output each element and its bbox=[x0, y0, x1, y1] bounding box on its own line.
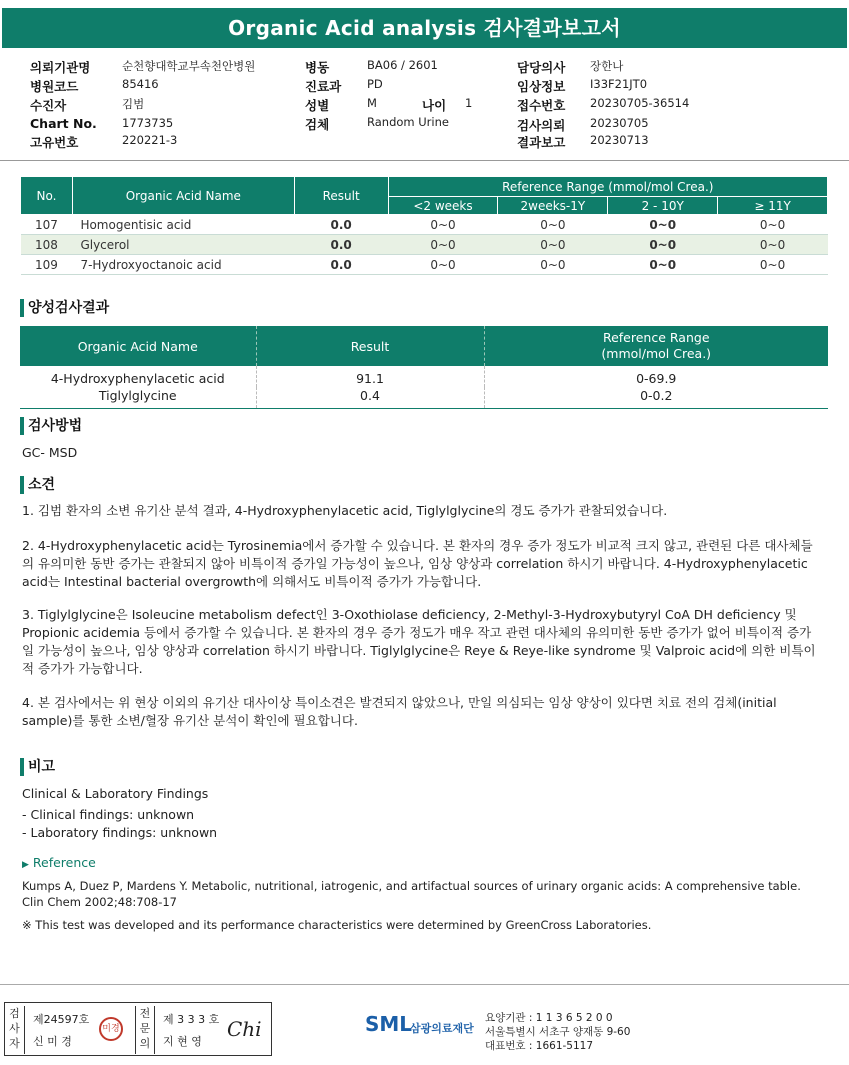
info-label: 진료과 bbox=[305, 79, 342, 94]
remarks-title: 비고 bbox=[20, 758, 55, 776]
col-range bbox=[484, 326, 828, 366]
col-range-line1: Reference Range bbox=[602, 330, 710, 345]
info-label: 임상정보 bbox=[517, 79, 566, 94]
cell-range: 0~0 bbox=[718, 215, 828, 235]
cell-range: 0~0 bbox=[388, 215, 498, 235]
info-value: 1 bbox=[465, 96, 473, 110]
info-value: BA06 / 2601 bbox=[367, 58, 438, 72]
examiner-label: 검 사 자 bbox=[5, 1006, 25, 1054]
info-value: PD bbox=[367, 77, 383, 91]
specialist-label: 전 문 의 bbox=[135, 1006, 155, 1054]
cell-no: 109 bbox=[21, 255, 73, 275]
cell-range: 0-0.2 bbox=[484, 387, 828, 409]
header-divider bbox=[0, 160, 849, 161]
remarks-line2: - Clinical findings: unknown bbox=[22, 807, 195, 822]
reference-label: Reference bbox=[32, 855, 96, 870]
examiner-license: 제24597호 bbox=[33, 1013, 90, 1026]
col-result: Result bbox=[256, 326, 484, 366]
org-phone: 대표번호 : 1661-5117 bbox=[485, 1040, 594, 1052]
method-value: GC- MSD bbox=[22, 445, 78, 460]
table-row bbox=[21, 235, 828, 255]
specialist-license: 제 3 3 3 호 bbox=[163, 1013, 220, 1026]
cell-result: 0.0 bbox=[294, 235, 388, 255]
info-value: 20230705 bbox=[590, 116, 649, 130]
examiner-name: 신 미 경 bbox=[33, 1035, 72, 1048]
cell-range: 0~0 bbox=[498, 255, 608, 275]
info-label: 의뢰기관명 bbox=[30, 60, 91, 75]
col-result: Result bbox=[294, 177, 388, 215]
col-range: Reference Range (mmol/mol Crea.) bbox=[388, 177, 827, 197]
info-label: 나이 bbox=[422, 98, 447, 113]
remarks-line1: Clinical & Laboratory Findings bbox=[22, 786, 209, 801]
info-value: I33F21JT0 bbox=[590, 77, 648, 91]
col-range-sub: 2 - 10Y bbox=[608, 197, 718, 215]
positive-results-table bbox=[20, 326, 828, 409]
org-name: 삼광의료재단 bbox=[410, 1022, 474, 1035]
sml-logo: SML bbox=[365, 1012, 413, 1036]
table-row bbox=[20, 366, 828, 387]
info-label: 병동 bbox=[305, 60, 330, 75]
cell-range: 0~0 bbox=[718, 255, 828, 275]
col-range-sub: 2weeks-1Y bbox=[498, 197, 608, 215]
cell-range: 0-69.9 bbox=[484, 366, 828, 387]
org-address: 서울특별시 서초구 양재동 9-60 bbox=[485, 1026, 631, 1038]
cell-range: 0~0 bbox=[498, 215, 608, 235]
opinion-p4: 4. 본 검사에서는 위 현상 이외의 유기산 대사이상 특이소견은 발견되지 않았으나, 만일 의심되는 임상 양상이 있다면 치료 전의 검체(initial sample)를 통한 소변/혈장 유기산 분석이 확인에 필요합니다. bbox=[22, 695, 777, 728]
col-name: Organic Acid Name bbox=[20, 326, 256, 366]
info-label: 담당의사 bbox=[517, 60, 566, 75]
specialist-name: 지 현 영 bbox=[163, 1035, 202, 1048]
signature-box bbox=[4, 1002, 272, 1056]
opinion-p2: 2. 4-Hydroxyphenylacetic acid는 Tyrosinemia에서 증가할 수 있습니다. 본 환자의 경우 증가 정도가 비교적 크지 않고, 관련된 다른 대사체들의 유의미한 동반 증가는 관찰되지 않아 비특이적 증가일 가능성이 높으나, 임상 양상과 correlation 하시기 바랍니다. 4-Hydroxyphenylacetic acid는 Intestinal bacterial overgrowth에 의해서도 비특이적 증가가 가능합니다. bbox=[22, 538, 813, 589]
cell-range: 0~0 bbox=[718, 235, 828, 255]
table-row bbox=[20, 387, 828, 409]
reference-text: Kumps A, Duez P, Mardens Y. Metabolic, nutritional, iatrogenic, and artifactual sources of urinary organic acids: A comprehensive table. Clin Chem 2002;48:708-17 bbox=[22, 879, 801, 909]
cell-range: 0~0 bbox=[388, 235, 498, 255]
cell-name: Tiglylglycine bbox=[20, 387, 256, 409]
signature: Chi bbox=[227, 1017, 262, 1041]
cell-range: 0~0 bbox=[498, 235, 608, 255]
seal-stamp: 미경 bbox=[99, 1017, 123, 1041]
cell-range: 0~0 bbox=[608, 215, 718, 235]
remarks-line3: - Laboratory findings: unknown bbox=[22, 825, 218, 840]
info-label: 접수번호 bbox=[517, 98, 566, 113]
info-label: 검사의뢰 bbox=[517, 118, 566, 133]
info-value: M bbox=[367, 96, 377, 110]
info-value: 장한나 bbox=[590, 59, 624, 73]
info-value: 20230705-36514 bbox=[590, 96, 690, 110]
cell-result: 0.4 bbox=[256, 387, 484, 409]
positive-results-title: 양성검사결과 bbox=[20, 299, 109, 317]
table-row bbox=[21, 215, 828, 235]
opinion-p1: 1. 김범 환자의 소변 유기산 분석 결과, 4-Hydroxyphenylacetic acid, Tiglylglycine의 경도 증가가 관찰되었습니다. bbox=[22, 503, 668, 518]
cell-range: 0~0 bbox=[608, 235, 718, 255]
cell-name: Homogentisic acid bbox=[72, 215, 294, 235]
cell-name: 7-Hydroxyoctanoic acid bbox=[72, 255, 294, 275]
info-value: 순천향대학교부속천안병원 bbox=[122, 59, 256, 73]
method-title: 검사방법 bbox=[20, 417, 82, 435]
col-no: No. bbox=[21, 177, 73, 215]
cell-range: 0~0 bbox=[608, 255, 718, 275]
col-range-line2: (mmol/mol Crea.) bbox=[601, 346, 712, 361]
col-range-sub: <2 weeks bbox=[388, 197, 498, 215]
triangle-icon: ▶ bbox=[22, 860, 29, 870]
info-label: 검체 bbox=[305, 117, 330, 132]
cell-no: 107 bbox=[21, 215, 73, 235]
footer-divider bbox=[0, 984, 849, 985]
info-label: 결과보고 bbox=[517, 135, 566, 150]
col-name: Organic Acid Name bbox=[72, 177, 294, 215]
reference-heading bbox=[22, 854, 822, 874]
cell-result: 0.0 bbox=[294, 255, 388, 275]
report-title: Organic Acid analysis 검사결과보고서 bbox=[2, 8, 847, 48]
reference-note: ※ This test was developed and its performance characteristics were determined by GreenCross Laboratories. bbox=[22, 918, 652, 932]
info-value: 220221-3 bbox=[122, 133, 178, 147]
cell-result: 91.1 bbox=[256, 366, 484, 387]
info-value: 1773735 bbox=[122, 116, 174, 130]
info-value: 85416 bbox=[122, 77, 159, 91]
info-label: 수진자 bbox=[30, 98, 67, 113]
opinion-p3: 3. Tiglylglycine은 Isoleucine metabolism defect인 3-Oxothiolase deficiency, 2-Methyl-3-Hydroxybutyryl CoA DH deficiency 및 Propionic acidemia 등에서 증가할 수 있습니다. 본 환자의 경우 증가 정도가 매우 작고 관련 대사체의 유의미한 동반 증가가 없어 비특이적 증가일 가능성이 높으나, 임상 양상과 correlation 하시기 바랍니다. Tiglylglycine은 Reye & Reye-like syndrome 및 Valproic acid에 의한 비특이적 증가가 가능합니다. bbox=[22, 607, 816, 676]
opinion-title: 소견 bbox=[20, 476, 55, 494]
reference-range-table bbox=[20, 176, 828, 275]
cell-name: Glycerol bbox=[72, 235, 294, 255]
cell-result: 0.0 bbox=[294, 215, 388, 235]
info-label: 고유번호 bbox=[30, 135, 79, 150]
info-label: 병원코드 bbox=[30, 79, 79, 94]
cell-name: 4-Hydroxyphenylacetic acid bbox=[50, 371, 225, 386]
info-value: 김범 bbox=[122, 97, 145, 111]
info-label: 성별 bbox=[305, 98, 330, 113]
footer bbox=[0, 990, 849, 1060]
patient-info bbox=[0, 54, 849, 154]
info-label: Chart No. bbox=[30, 116, 97, 131]
cell-range: 0~0 bbox=[388, 255, 498, 275]
info-value: 20230713 bbox=[590, 133, 649, 147]
cell-no: 108 bbox=[21, 235, 73, 255]
col-range-sub: ≥ 11Y bbox=[718, 197, 828, 215]
table-row bbox=[21, 255, 828, 275]
info-value: Random Urine bbox=[367, 115, 449, 129]
org-code: 요양기관 : 1 1 3 6 5 2 0 0 bbox=[485, 1012, 613, 1024]
